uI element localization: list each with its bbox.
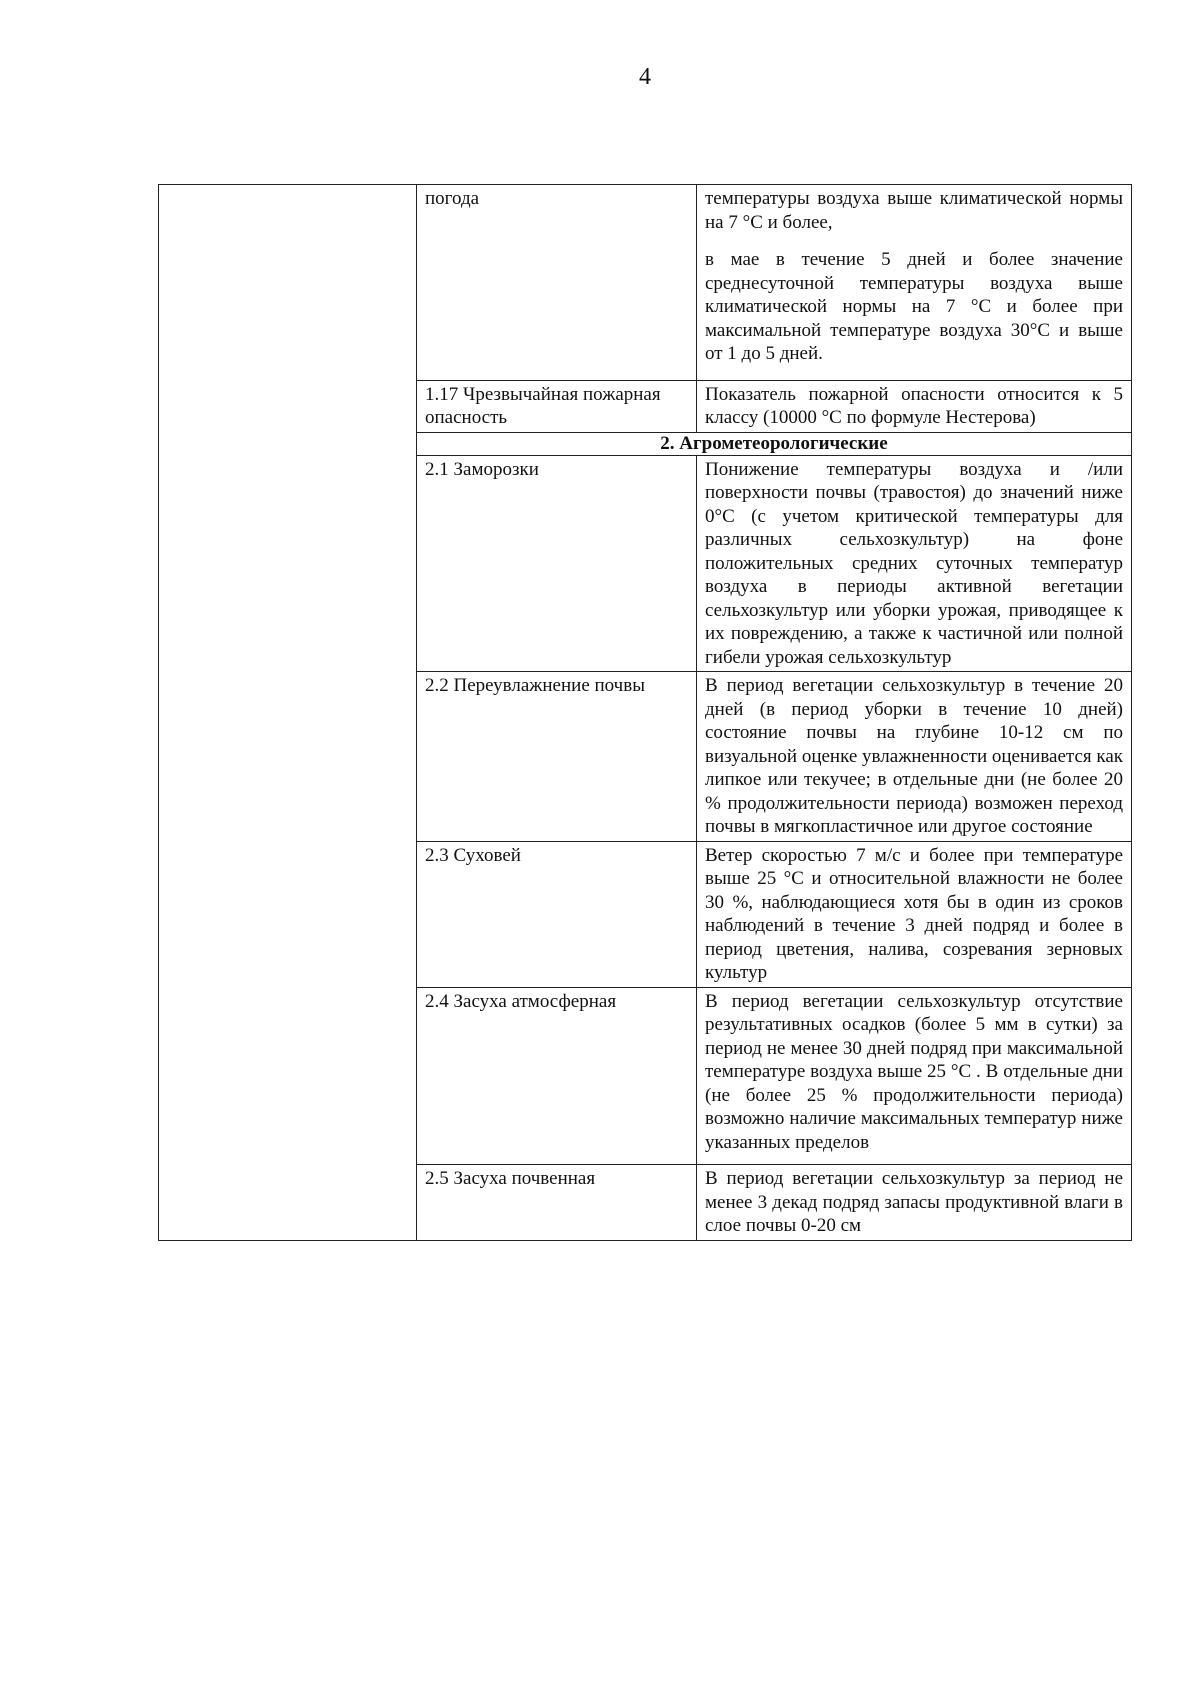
empty-column-cell [159,185,417,1241]
event-name-cell [417,185,697,381]
criteria-cell [697,185,1132,381]
criteria-cell [697,1165,1132,1241]
criteria-text: Показатель пожарной опасности относится к 5 классу (10000 °С по формуле Нестерова) [705,383,1123,428]
criteria-text: В период вегетации сельхозкультур в течение 20 дней (в период уборки в течение 10 дней) состояние почвы на глубине 10-12 см по визуальной оценке увлажненности оценивается как липкое или текучее; в отдельные дни (не более 20 % продолжительности периода) возможен переход почвы в мягкопластичное или другое состояние [705,675,1123,837]
criteria-text: В период вегетации сельхозкультур отсутствие результативных осадков (более 5 мм в сутки) за период не менее 30 дней подряд при максимальной температуре воздуха выше 25 °С . В отдельные дни (не более 25 % продолжительности периода) возможно наличие максимальных температур ниже указанных пределов [705,990,1123,1153]
hazard-criteria-table [158,184,1132,1241]
criteria-text: Понижение температуры воздуха и /или поверхности почвы (травостоя) до значений ниже 0°С (с учетом критической температуры для различных сельхозкультур) на фоне положительных средних суточных температур воздуха в периоды активной вегетации сельхозкультур или уборки урожая, приводящее к их повреждению, а также к частичной или полной гибели урожая сельхозкультур [705,458,1123,668]
event-name-cell [417,841,697,987]
event-name-cell [417,987,697,1165]
page-number: 4 [639,64,651,90]
section-title: 2. Агрометеорологические [417,432,1132,455]
event-name-cell [417,1165,697,1241]
event-name: погода [425,188,480,209]
event-name-cell [417,380,697,432]
criteria-text: в мае в течение 5 дней и более значение среднесуточной температуры воздуха выше климатической нормы на 7 °С и более при максимальной температуре воздуха 30°С и выше от 1 до 5 дней. [705,249,1123,364]
event-name-cell [417,672,697,842]
criteria-cell [697,455,1132,672]
criteria-text: Ветер скоростью 7 м/с и более при температуре выше 25 °С и относительной влажности не более 30 %, наблюдающиеся хотя бы в один из сроков наблюдений в течение 3 дней подряд и более в период цветения, налива, созревания зерновых культур [705,844,1123,983]
criteria-cell [697,672,1132,842]
criteria-text: температуры воздуха выше климатической нормы на 7 °С и более, [705,188,1123,233]
event-name-cell [417,455,697,672]
criteria-cell [697,841,1132,987]
event-name: 2.5 Засуха почвенная [425,1168,596,1189]
table-row [159,185,1132,381]
event-name: 1.17 Чрезвычайная пожарная опасность [425,383,661,428]
criteria-cell [697,987,1132,1165]
event-name: 2.3 Суховей [425,844,521,866]
event-name: 2.4 Засуха атмосферная [425,990,617,1012]
event-name: 2.1 Заморозки [425,458,539,480]
criteria-cell [697,380,1132,432]
criteria-text: В период вегетации сельхозкультур за период не менее 3 декад подряд запасы продуктивной влаги в слое почвы 0-20 см [705,1168,1123,1236]
event-name: 2.2 Переувлажнение почвы [425,675,645,696]
